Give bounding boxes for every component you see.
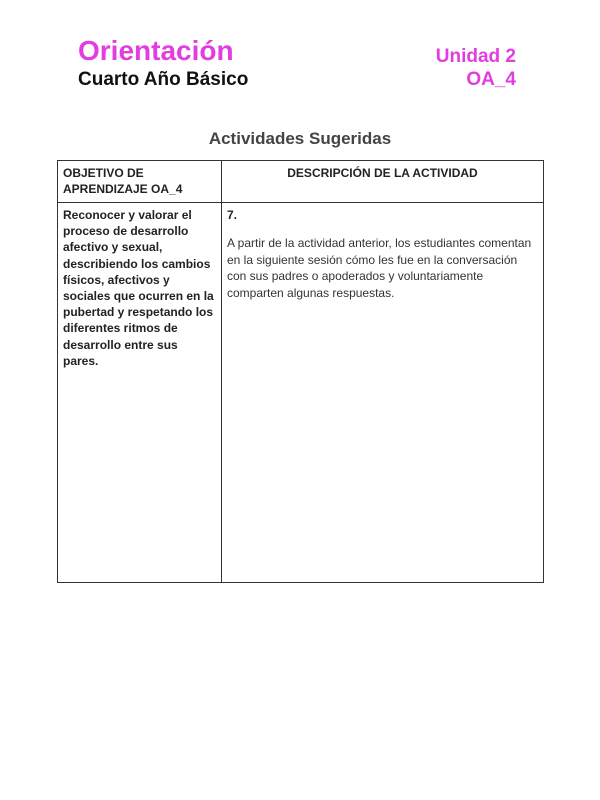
document-subtitle: Cuarto Año Básico xyxy=(78,69,249,90)
activities-table xyxy=(57,160,544,583)
oa-label: OA_4 xyxy=(466,69,516,90)
objective-text: Reconocer y valorar el proceso de desarrollo afectivo y sexual, describiendo los cambios físicos, afectivos y sociales que ocurren en la pubertad y respetando los diferentes ritmos de desarrollo entre sus pares. xyxy=(63,208,214,368)
description-column-header: DESCRIPCIÓN DE LA ACTIVIDAD xyxy=(222,161,544,203)
table-row xyxy=(58,203,544,583)
table-header-row xyxy=(58,161,544,203)
unit-label: Unidad 2 xyxy=(435,46,516,67)
section-title: Actividades Sugeridas xyxy=(208,129,392,148)
activity-description: A partir de la actividad anterior, los estudiantes comentan en la siguiente sesión cómo les fue en la conversación con sus padres o apoderados y voluntariamente comparten algunas respuestas. xyxy=(227,236,532,300)
objective-cell xyxy=(58,203,222,583)
description-cell xyxy=(222,203,544,583)
document-title: Orientación xyxy=(78,35,234,66)
activity-number: 7. xyxy=(227,208,238,222)
objective-column-header: OBJETIVO DE APRENDIZAJE OA_4 xyxy=(58,161,222,203)
